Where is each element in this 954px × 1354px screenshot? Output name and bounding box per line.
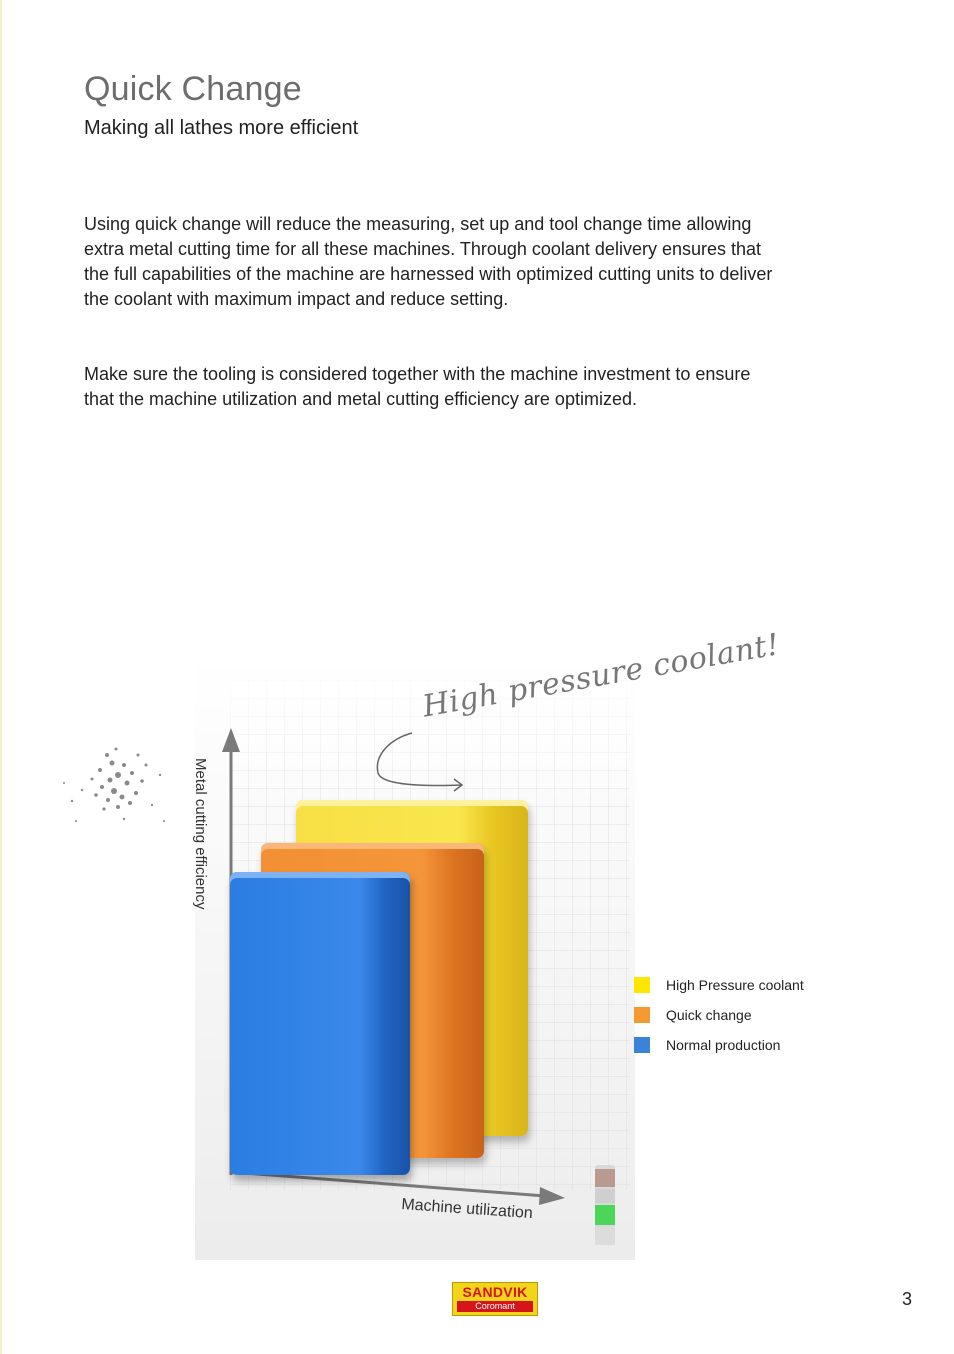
page-number: 3 — [902, 1289, 913, 1309]
x-axis-label: Machine utilization — [400, 1196, 534, 1223]
sandvik-coromant-logo — [452, 1282, 538, 1316]
legend-label: Quick change — [666, 1007, 752, 1023]
legend-label: Normal production — [666, 1037, 781, 1053]
legend-swatch — [634, 1007, 650, 1023]
x-axis-arrowhead — [539, 1187, 565, 1205]
page-subtitle: Making all lathes more efficient — [84, 117, 359, 139]
legend-swatch — [634, 977, 650, 993]
page-title: Quick Change — [84, 70, 302, 108]
annotation-arrow-icon — [370, 725, 480, 800]
body-paragraph-2: Make sure the tooling is considered together with the machine investment to ensure that the machine utilization and metal cutting efficiency are optimized. — [84, 364, 751, 409]
bar-normal-production — [230, 872, 410, 1175]
signal-tower-icon — [593, 1165, 617, 1245]
body-paragraph-1: Using quick change will reduce the measuring, set up and tool change time allowing extra metal cutting time for all these machines. Through coolant delivery ensures that the full capabilities of the machine are harnessed with optimized cutting units to deliver the coolant with maximum impact and reduce setting. — [84, 214, 773, 309]
y-axis-label: Metal cutting efficiency — [192, 758, 209, 910]
metal-chips-icon — [52, 735, 177, 835]
logo-wordmark: SANDVIK — [462, 1284, 528, 1300]
legend-label: High Pressure coolant — [666, 977, 804, 993]
legend-swatch — [634, 1037, 650, 1053]
y-axis-arrowhead — [222, 728, 240, 752]
logo-subtitle: Coromant — [457, 1301, 533, 1312]
annotation-text: High pressure coolant! — [420, 627, 783, 725]
